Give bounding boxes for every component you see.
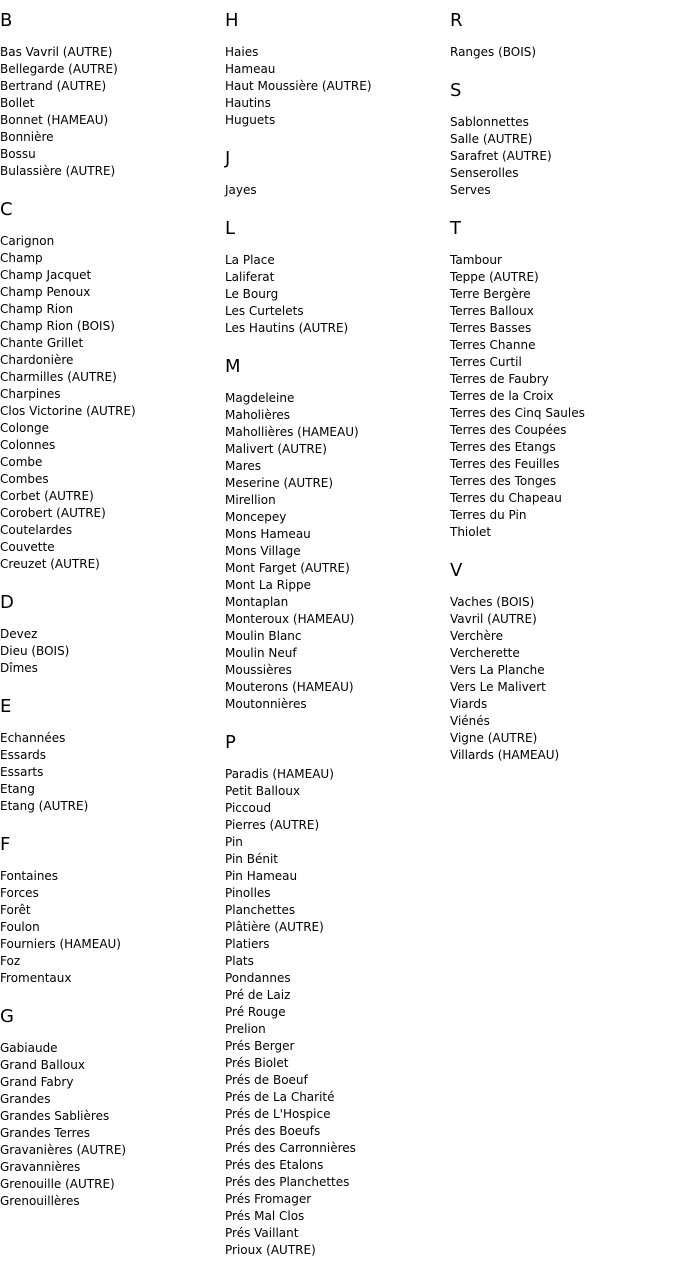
letter-section [0,694,222,815]
place-name-item: Clos Victorine (AUTRE) [0,404,136,418]
letter-section [450,78,672,199]
letter-section [0,8,222,180]
place-name-item: Mouterons (HAMEAU) [225,680,354,694]
place-name-item: Devez [0,627,38,641]
place-name-item: Mont Farget (AUTRE) [225,561,350,575]
place-name-item: Sablonnettes [450,115,529,129]
place-name-item: Tambour [450,253,502,267]
place-name-item: Hautins [225,96,271,110]
place-name-item: Mons Village [225,544,301,558]
place-name-item: Pin Bénit [225,852,278,866]
place-name-item: Grenouille (AUTRE) [0,1177,115,1191]
letter-section [450,8,672,61]
place-name-item: Les Curtelets [225,304,304,318]
place-name-item: Terres de la Croix [450,389,554,403]
place-name-item: Champ [0,251,43,265]
place-name-item: Combes [0,472,49,486]
place-name-item: Pin [225,835,243,849]
place-name-item: Pierres (AUTRE) [225,818,320,832]
place-name-item: Senserolles [450,166,519,180]
place-name-item: Terres des Tonges [450,474,557,488]
place-name-item: Champ Penoux [0,285,91,299]
place-name-item: Jayes [225,183,257,197]
place-name-item: Grand Balloux [0,1058,85,1072]
place-name-item: Vaches (BOIS) [450,595,535,609]
section-letter-heading: V [450,560,463,581]
place-name-item: Dieu (BOIS) [0,644,70,658]
place-name-item: Terres des Feuilles [450,457,560,471]
letter-section [225,146,447,199]
place-name-item: Verchère [450,629,503,643]
place-name-item: Hameau [225,62,276,76]
place-name-item: Monteroux (HAMEAU) [225,612,355,626]
place-name-item: Piccoud [225,801,272,815]
place-name-item: Paradis (HAMEAU) [225,767,334,781]
index-column [450,8,672,781]
place-name-item: Huguets [225,113,276,127]
place-name-item: Haut Moussière (AUTRE) [225,79,372,93]
place-name-item: Mont La Rippe [225,578,311,592]
place-name-item: Plats [225,954,254,968]
place-name-item: Creuzet (AUTRE) [0,557,100,571]
place-name-item: Bas Vavril (AUTRE) [0,45,113,59]
place-name-item: Essarts [0,765,44,779]
place-name-item: Pondannes [225,971,291,985]
place-name-item: Malivert (AUTRE) [225,442,327,456]
section-letter-heading: F [0,834,11,855]
section-letter-heading: H [225,10,239,31]
place-name-item: Terres Curtil [450,355,522,369]
place-name-item: Pré de Laiz [225,988,291,1002]
place-name-item: Gabiaude [0,1041,58,1055]
place-name-item: Prioux (AUTRE) [225,1243,316,1257]
place-name-item: Grandes Sablières [0,1109,110,1123]
letter-section [225,8,447,129]
place-name-item: Mahollières (HAMEAU) [225,425,359,439]
place-name-item: Mons Hameau [225,527,311,541]
place-name-item: Gravanières (AUTRE) [0,1143,127,1157]
place-name-item: Vavril (AUTRE) [450,612,537,626]
place-name-item: Chante Grillet [0,336,84,350]
place-name-item: Prés des Carronnières [225,1141,356,1155]
place-name-item: Salle (AUTRE) [450,132,533,146]
letter-section [225,730,447,1259]
place-name-item: Moulin Neuf [225,646,297,660]
place-name-item: Prés de L'Hospice [225,1107,331,1121]
place-name-item: Montaplan [225,595,289,609]
place-name-item: Colonnes [0,438,56,452]
place-name-item: Terres des Coupées [450,423,567,437]
place-name-item: Pinolles [225,886,271,900]
place-name-item: Viards [450,697,488,711]
place-name-item: Prés des Etalons [225,1158,324,1172]
section-letter-heading: E [0,696,12,717]
place-name-item: Bossu [0,147,36,161]
place-name-item: Grandes [0,1092,51,1106]
place-name-item: Terres de Faubry [450,372,549,386]
place-name-item: Forêt [0,903,31,917]
place-name-item: Prés Biolet [225,1056,289,1070]
place-name-item: Terres Channe [450,338,536,352]
place-name-item: Mares [225,459,262,473]
place-name-item: Vigne (AUTRE) [450,731,538,745]
letter-section [0,590,222,677]
place-name-item: Vers La Planche [450,663,545,677]
place-name-item: Pin Hameau [225,869,298,883]
place-name-item: Teppe (AUTRE) [450,270,539,284]
section-letter-heading: G [0,1006,14,1027]
place-name-item: Bonnet (HAMEAU) [0,113,109,127]
place-name-item: Prés des Boeufs [225,1124,321,1138]
place-name-item: Le Bourg [225,287,279,301]
section-letter-heading: J [225,148,231,169]
place-name-item: Foulon [0,920,40,934]
section-letter-heading: L [225,218,236,239]
place-name-item: Prés des Planchettes [225,1175,350,1189]
index-column [225,8,447,1276]
place-name-item: Prés Mal Clos [225,1209,305,1223]
place-name-item: Foz [0,954,21,968]
place-name-item: Vercherette [450,646,520,660]
place-name-item: Viénés [450,714,490,728]
place-name-item: Etang (AUTRE) [0,799,89,813]
section-letter-heading: P [225,732,236,753]
place-name-item: Villards (HAMEAU) [450,748,560,762]
place-name-item: Terres des Cinq Saules [450,406,585,420]
place-name-item: Magdeleine [225,391,295,405]
letter-section [0,1004,222,1210]
place-name-item: Prés Berger [225,1039,295,1053]
section-letter-heading: M [225,356,241,377]
place-name-item: Petit Balloux [225,784,301,798]
place-name-item: Terres Basses [450,321,532,335]
place-name-item: Carignon [0,234,55,248]
place-name-item: Haies [225,45,259,59]
letter-section [0,832,222,987]
place-name-item: Terres du Pin [450,508,527,522]
place-name-item: Maholières [225,408,291,422]
place-name-item: Terre Bergère [450,287,531,301]
place-name-item: Charpines [0,387,61,401]
place-name-item: Bollet [0,96,35,110]
letter-section [450,558,672,764]
place-name-item: Moussières [225,663,292,677]
place-name-item: Prés Fromager [225,1192,312,1206]
letter-section [225,354,447,713]
place-name-item: La Place [225,253,275,267]
place-name-item: Combe [0,455,43,469]
letter-section [225,216,447,337]
place-name-item: Fromentaux [0,971,72,985]
place-name-item: Bellegarde (AUTRE) [0,62,118,76]
place-name-item: Planchettes [225,903,296,917]
section-letter-heading: B [0,10,13,31]
place-name-item: Platiers [225,937,270,951]
place-name-item: Dîmes [0,661,38,675]
place-name-item: Bonnière [0,130,54,144]
place-name-item: Prelion [225,1022,266,1036]
place-name-item: Chardonière [0,353,74,367]
place-name-item: Gravannières [0,1160,81,1174]
section-letter-heading: T [450,218,461,239]
place-name-item: Grenouillères [0,1194,80,1208]
place-name-item: Terres Balloux [450,304,534,318]
place-name-item: Laliferat [225,270,275,284]
place-name-item: Ranges (BOIS) [450,45,537,59]
place-name-item: Bulassière (AUTRE) [0,164,116,178]
place-name-item: Echannées [0,731,66,745]
place-name-item: Etang [0,782,35,796]
place-name-item: Terres des Etangs [450,440,556,454]
place-name-item: Couvette [0,540,55,554]
place-name-item: Serves [450,183,491,197]
place-name-item: Essards [0,748,47,762]
place-name-item: Grandes Terres [0,1126,90,1140]
place-name-item: Fourniers (HAMEAU) [0,937,121,951]
place-name-item: Mirellion [225,493,276,507]
place-name-item: Charmilles (AUTRE) [0,370,117,384]
place-name-item: Prés de Boeuf [225,1073,308,1087]
place-name-item: Corobert (AUTRE) [0,506,106,520]
section-letter-heading: S [450,80,462,101]
place-name-item: Fontaines [0,869,59,883]
place-name-item: Moutonnières [225,697,307,711]
place-name-item: Forces [0,886,39,900]
place-name-item: Champ Rion (BOIS) [0,319,115,333]
place-name-item: Coutelardes [0,523,73,537]
place-name-item: Colonge [0,421,50,435]
place-name-item: Plâtière (AUTRE) [225,920,324,934]
place-name-item: Prés Vaillant [225,1226,299,1240]
place-name-item: Corbet (AUTRE) [0,489,94,503]
place-name-item: Vers Le Malivert [450,680,546,694]
place-name-item: Champ Rion [0,302,74,316]
index-column [0,8,222,1227]
place-name-item: Prés de La Charité [225,1090,335,1104]
letter-section [450,216,672,541]
place-name-item: Grand Fabry [0,1075,74,1089]
place-name-item: Bertrand (AUTRE) [0,79,107,93]
place-name-item: Thiolet [450,525,492,539]
place-name-item: Les Hautins (AUTRE) [225,321,349,335]
place-name-item: Champ Jacquet [0,268,92,282]
place-name-item: Moulin Blanc [225,629,302,643]
place-name-item: Pré Rouge [225,1005,286,1019]
section-letter-heading: C [0,199,13,220]
place-name-item: Moncepey [225,510,287,524]
place-name-item: Meserine (AUTRE) [225,476,334,490]
place-name-item: Sarafret (AUTRE) [450,149,552,163]
section-letter-heading: D [0,592,14,613]
letter-section [0,197,222,573]
place-name-item: Terres du Chapeau [450,491,562,505]
section-letter-heading: R [450,10,463,31]
